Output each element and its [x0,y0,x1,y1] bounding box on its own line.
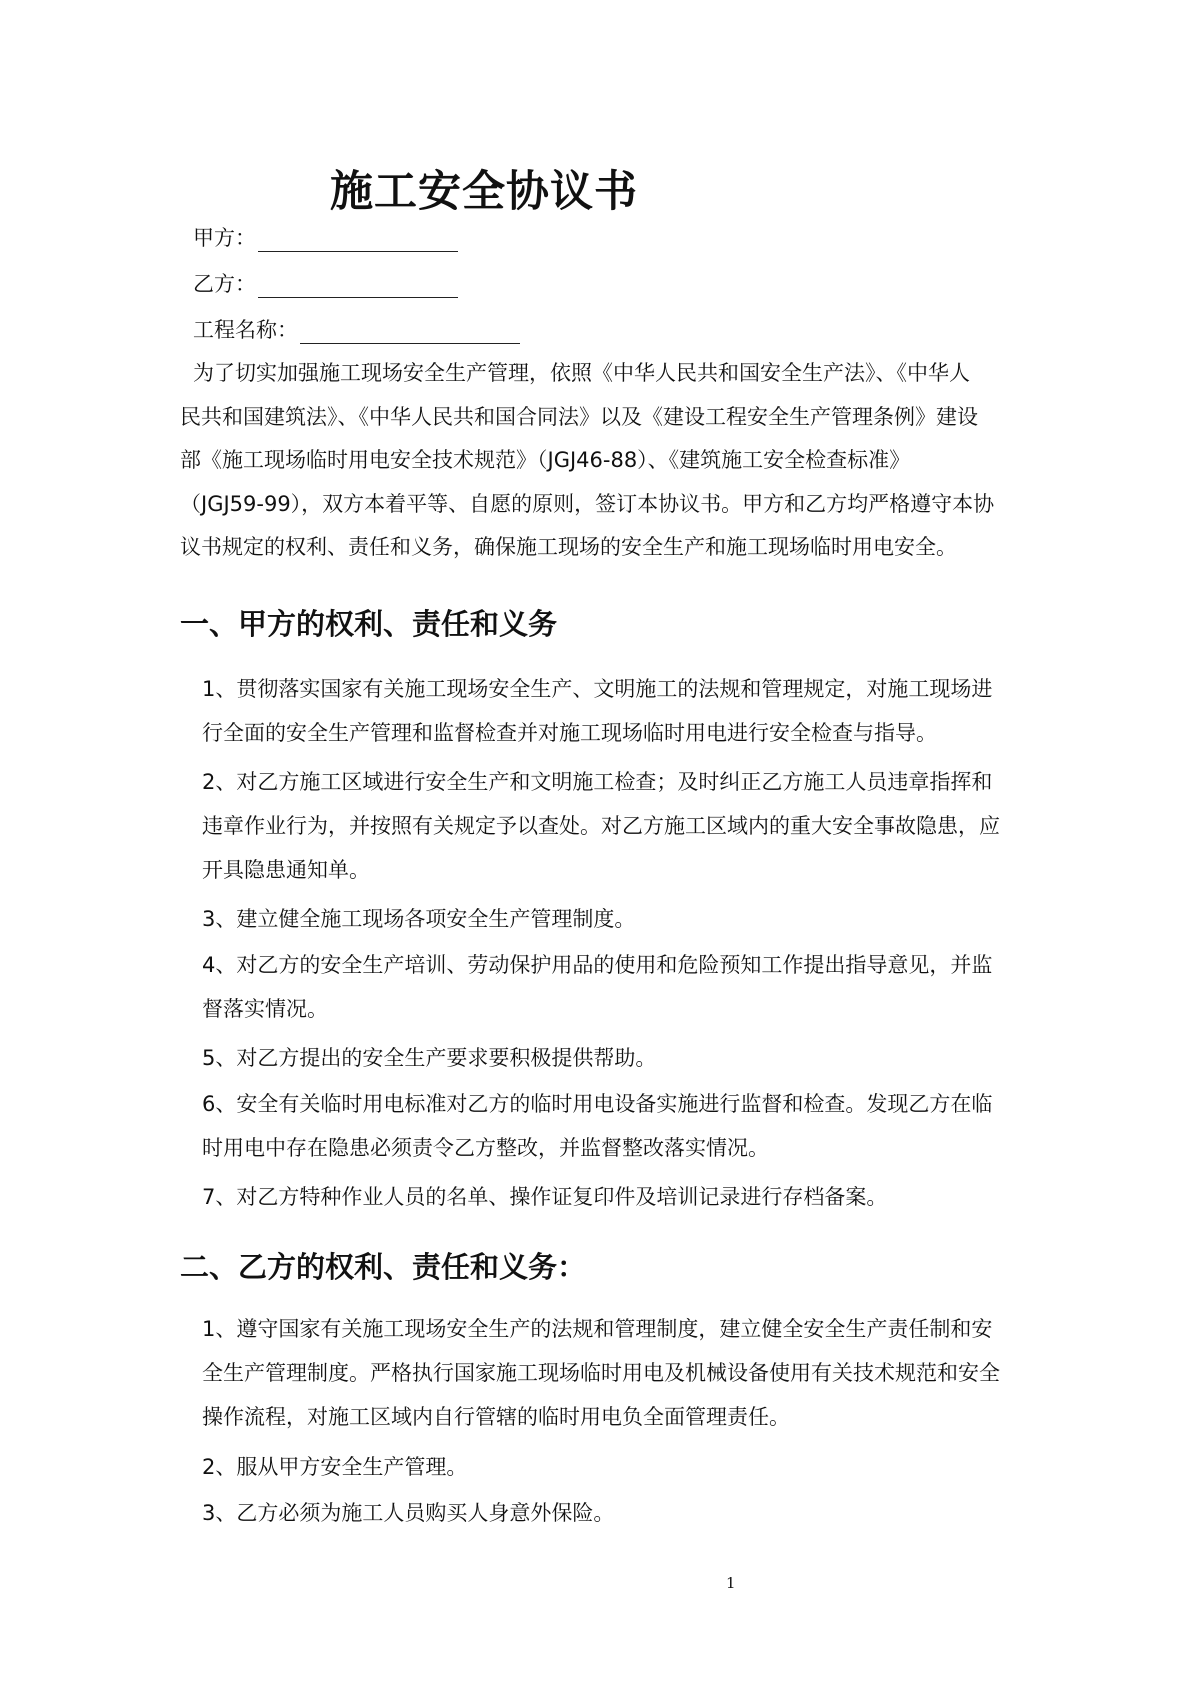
item-line: 全生产管理制度。严格执行国家施工现场临时用电及机械设备使用有关技术规范和安全 [202,1361,1000,1385]
party-a-field [193,222,458,252]
section1-item [202,1175,1017,1219]
section2-item [202,1491,1017,1535]
item-line: 开具隐患通知单。 [202,858,370,882]
project-name-blank-line [300,323,520,344]
item-line: 行全面的安全生产管理和监督检查并对施工现场临时用电进行安全检查与指导。 [202,721,937,745]
intro-line: 部《施工现场临时用电安全技术规范》（JGJ46-88）、《建筑施工安全检查标准》 [180,448,911,472]
intro-line: 民共和国建筑法》、《中华人民共和国合同法》以及《建设工程安全生产管理条例》建设 [180,404,978,429]
item-line: 2、对乙方施工区域进行安全生产和文明施工检查；及时纠正乙方施工人员违章指挥和 [202,770,993,794]
project-name-label: 工程名称： [193,318,298,342]
section1-item [202,897,1017,941]
document-title: 施工安全协议书 [330,167,638,217]
section1-item [202,1082,1017,1170]
section2-heading: 二、乙方的权利、责任和义务： [180,1250,587,1284]
party-b-label: 乙方： [193,272,256,296]
section1-item [202,760,1017,892]
item-line: 督落实情况。 [202,997,328,1021]
item-line: 3、乙方必须为施工人员购买人身意外保险。 [202,1501,615,1525]
party-a-label: 甲方： [193,226,256,250]
item-line: 1、贯彻落实国家有关施工现场安全生产、文明施工的法规和管理规定，对施工现场进 [202,677,993,701]
item-line: 3、建立健全施工现场各项安全生产管理制度。 [202,907,636,931]
section1-heading: 一、甲方的权利、责任和义务 [180,607,558,641]
item-line: 7、对乙方特种作业人员的名单、操作证复印件及培训记录进行存档备案。 [202,1185,888,1209]
intro-line: 议书规定的权利、责任和义务，确保施工现场的安全生产和施工现场临时用电安全。 [180,535,957,559]
item-line: 时用电中存在隐患必须责令乙方整改，并监督整改落实情况。 [202,1136,769,1160]
item-line: 4、对乙方的安全生产培训、劳动保护用品的使用和危险预知工作提出指导意见，并监 [202,953,993,977]
item-line: 6、安全有关临时用电标准对乙方的临时用电设备实施进行监督和检查。发现乙方在临 [202,1092,993,1116]
party-b-blank-line [258,277,458,298]
intro-paragraph [180,352,1014,570]
section1-item [202,667,1017,755]
item-line: 操作流程，对施工区域内自行管辖的临时用电负全面管理责任。 [202,1405,790,1429]
party-a-blank-line [258,231,458,252]
section1-item [202,943,1017,1031]
page-number: 1 [726,1574,736,1592]
section2-item [202,1307,1017,1439]
project-name-field [193,314,520,344]
item-line: 2、服从甲方安全生产管理。 [202,1455,468,1479]
item-line: 1、遵守国家有关施工现场安全生产的法规和管理制度，建立健全安全生产责任制和安 [202,1317,993,1341]
section2-item [202,1445,1017,1489]
section1-item [202,1036,1017,1080]
intro-line: （JGJ59-99），双方本着平等、自愿的原则，签订本协议书。甲方和乙方均严格遵守本协 [180,491,995,516]
item-line: 5、对乙方提出的安全生产要求要积极提供帮助。 [202,1046,657,1070]
item-line: 违章作业行为，并按照有关规定予以查处。对乙方施工区域内的重大安全事故隐患，应 [202,814,1000,838]
party-b-field [193,268,458,298]
intro-line: 为了切实加强施工现场安全生产管理，依照《中华人民共和国安全生产法》、《中华人 [193,361,970,385]
